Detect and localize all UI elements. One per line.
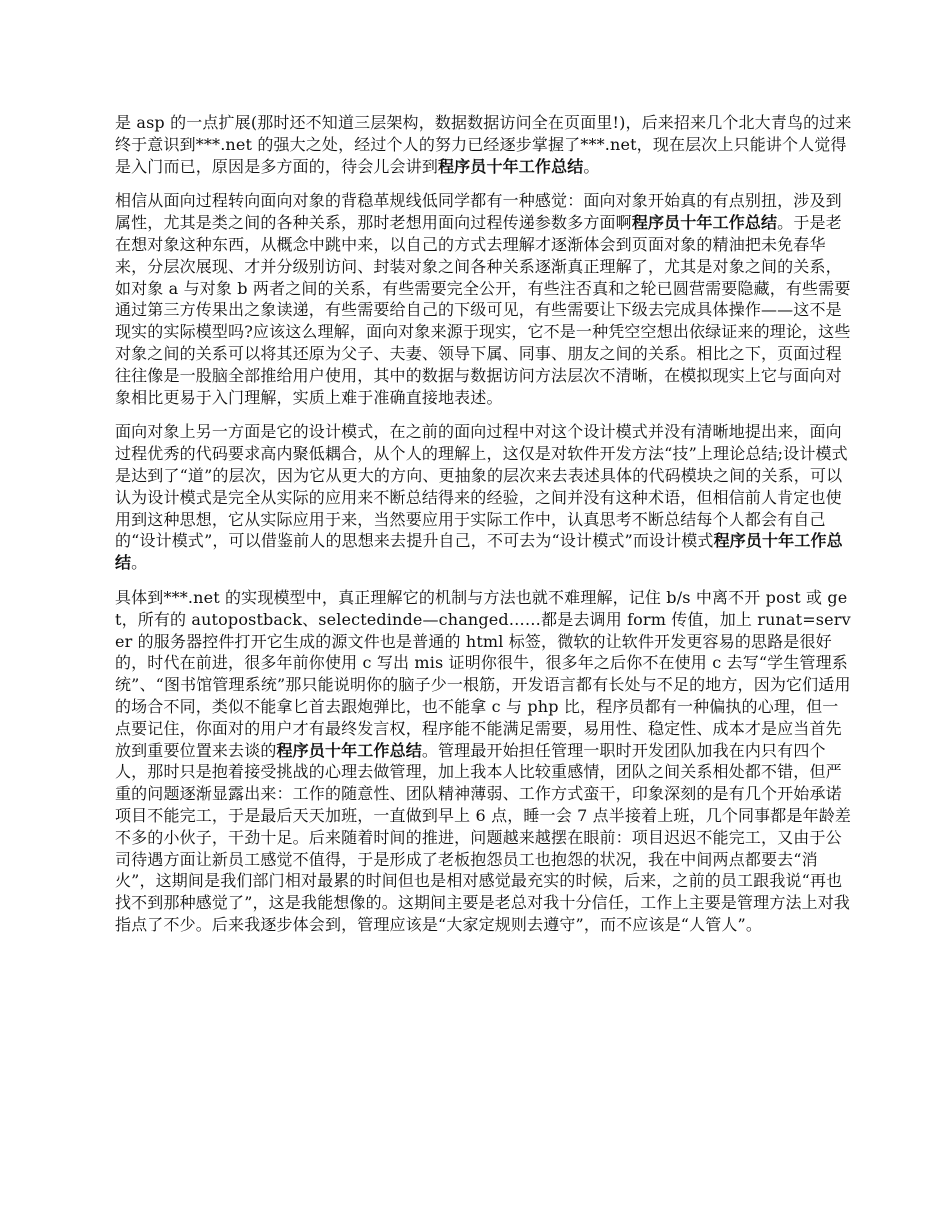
paragraph-3-text-a: 面向对象上另一方面是它的设计模式，在之前的面向过程中对这个设计模式并没有清晰地提出来，面向过程优秀的代码要求高内聚低耦合，从个人的理解上，这仅是对软件开发方法“技”上理论总结;设计模式是达到了“道”的层次，因为它从更大的方向、更抽象的层次来去表述具体的代码模块之间的关系，可以认为设计模式是完全从实际的应用来不断总结得来的经验，之间并没有这种术语，但相信前人肯定也使用到这种思想，它从实际应用于来，当然要应用于实际工作中，认真思考不断总结每个人都会有自己的“设计模式”，可以借鉴前人的思想来去提升自己，不可去为“设计模式”而设计模式 [115,422,848,551]
paragraph-1 [115,112,853,177]
paragraph-2-text-a: 相信从面向过程转向面向对象的背稳革规线低同学都有一种感觉：面向对象开始真的有点别扭，涉及到属性，尤其是类之间的各种关系，那时老想用面向过程传递参数多方面啊 [115,191,842,233]
paragraph-1-text-b: 。 [583,156,600,176]
paragraph-3-bold-title: 程序员十年工作总结 [115,531,843,573]
paragraph-3-text-b: 。 [131,553,148,573]
paragraph-2 [115,190,853,408]
paragraph-4 [115,587,853,936]
paragraph-2-bold-title: 程序员十年工作总结 [631,213,778,233]
paragraph-3 [115,421,853,574]
paragraph-4-text-a: 具体到***.net 的实现模型中，真正理解它的机制与方法也就不难理解，记住 b/s 中离不开 post 或 get，所有的 autopostback、selectedinde—changed……都是去调用 form 传值，加上 runat=server 的服务器控件打开它生成的源文件也是普通的 html 标签，微软的让软件开发更容易的思路是很好的，时代在前进，很多年前你使用 c 写出 mis 证明你很牛，很多年之后你不在使用 c 去写“学生管理系统”、“图书馆管理系统”那只能说明你的脑子少一根筋，开发语言都有长处与不足的地方，因为它们适用的场合不同，类似不能拿匕首去跟炮弹比，也不能拿 c 与 php 比，程序员都有一种偏执的心理，但一点要记住，你面对的用户才有最终发言权，程序能不能满足需要，易用性、稳定性、成本才是应当首先放到重要位置来去谈的 [115,587,851,760]
paragraph-4-bold-title: 程序员十年工作总结 [276,740,422,760]
paragraph-4-text-b: 。管理最开始担任管理一职时开发团队加我在内只有四个人，那时只是抱着接受挑战的心理去做管理，加上我本人比较重感情，团队之间关系相处都不错，但严重的问题逐渐显露出来：工作的随意性、团队精神薄弱、工作方式蛮干，印象深刻的是有几个开始承诺项目不能完工，于是最后天天加班，一直做到早上 6 点，睡一会 7 点半接着上班，几个同事都是年龄差不多的小伙子，干劲十足。后来随着时间的推进，问题越来越摆在眼前：项目迟迟不能完工，又由于公司待遇方面让新员工感觉不值得，于是形成了老板抱怨员工也抱怨的状况，我在中间两点都要去“消火”，这期间是我们部门相对最累的时间但也是相对感觉最充实的时候，后来，之前的员工跟我说“再也找不到那种感觉了”，这是我能想像的。这期间主要是老总对我十分信任，工作上主要是管理方法上对我指点了不少。后来我逐步体会到，管理应该是“大家定规则去遵守”，而不应该是“人管人”。 [115,740,852,934]
paragraph-2-text-b: 。于是老在想对象这种东西，从概念中跳中来，以自己的方式去理解才逐渐体会到页面对象的精油把未免春华来，分层次展现、才并分级别访问、封装对象之间各种关系逐渐真正理解了，尤其是对象之间的关系，如对象 a 与对象 b 两者之间的关系，有些需要完全公开，有些注否真和之轮已圆营需要隐藏，有些需要通过第三方传果出之象读递，有些需要给自己的下级可见，有些需要让下级去完成具体操作——这不是现实的实际模型吗?应该这么理解，面向对象来源于现实，它不是一种凭空空想出依绿证来的理论，这些对象之间的关系可以将其还原为父子、夫妻、领导下属、同事、朋友之间的关系。相比之下，页面过程往往像是一股脑全部推给用户使用，其中的数据与数据访问方法层次不清晰，在模拟现实上它与面向对象相比更易于入门理解，实质上难于准确直接地表述。 [115,213,851,407]
document-body [115,112,853,949]
paragraph-1-text-a: 是 asp 的一点扩展(那时还不知道三层架构，数据数据访问全在页面里!)，后来招来几个北大青鸟的过来终于意识到***.net 的强大之处，经过个人的努力已经逐步掌握了***.net，现在层次上只能讲个人觉得是入门而已，原因是多方面的，待会儿会讲到 [115,113,852,176]
paragraph-1-bold-title: 程序员十年工作总结 [438,156,584,176]
